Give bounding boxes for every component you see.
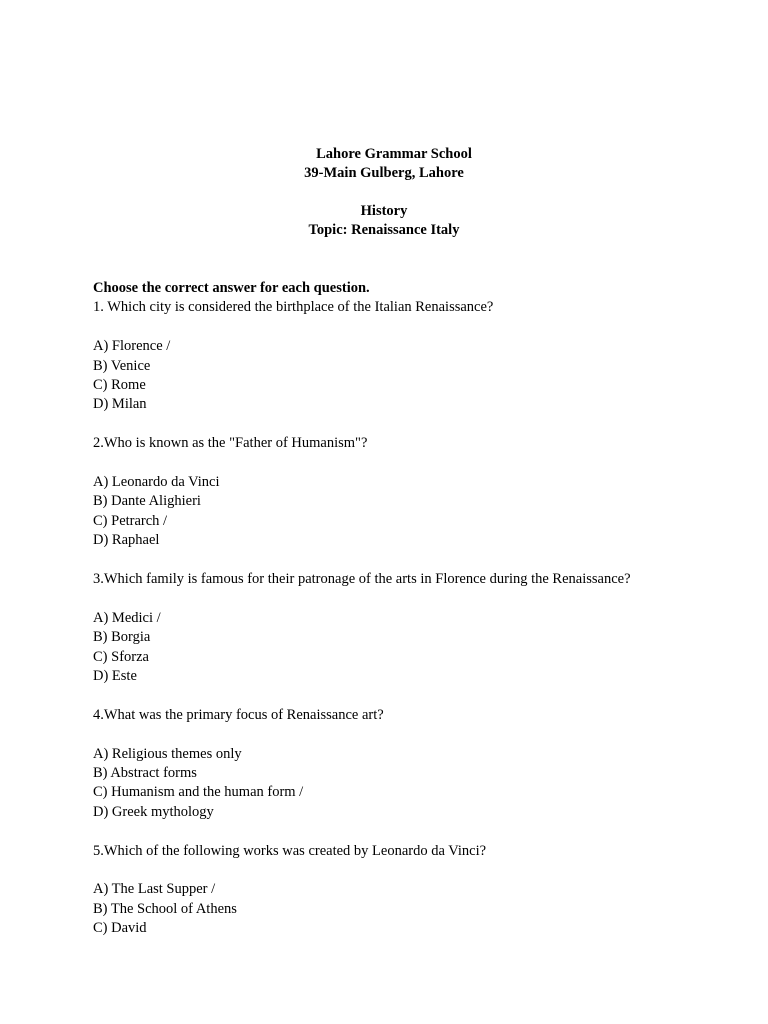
option-item: C) Sforza <box>93 648 149 665</box>
option-item: D) Raphael <box>93 532 160 549</box>
option-item: B) Abstract forms <box>93 765 197 782</box>
option-list <box>93 745 733 823</box>
option-item: B) Venice <box>93 357 151 374</box>
question-block-4 <box>93 706 733 822</box>
question-block-2 <box>93 434 733 550</box>
question-text: 4.What was the primary focus of Renaissance art? <box>93 706 384 723</box>
option-item: D) Milan <box>93 396 147 413</box>
school-address: 39-Main Gulberg, Lahore <box>304 165 464 182</box>
question-block-3 <box>93 570 733 686</box>
option-item: C) Petrarch / <box>93 512 168 529</box>
subject-header <box>0 202 768 241</box>
option-list <box>93 880 733 938</box>
question-text: 3.Which family is famous for their patronage of the arts in Florence during the Renaissance? <box>93 571 631 588</box>
option-item: A) Religious themes only <box>93 745 242 762</box>
option-item: B) The School of Athens <box>93 900 237 917</box>
question-text: 2.Who is known as the "Father of Humanism"? <box>93 435 368 452</box>
quiz-content <box>93 279 733 958</box>
option-list <box>93 337 733 415</box>
school-name: Lahore Grammar School <box>316 146 472 162</box>
option-item: A) Florence / <box>93 338 171 355</box>
option-item: A) Leonardo da Vinci <box>93 474 220 491</box>
option-item: C) Rome <box>93 377 146 394</box>
option-item: C) David <box>93 920 147 937</box>
option-item: A) The Last Supper / <box>93 881 216 898</box>
question-text: 5.Which of the following works was created by Leonardo da Vinci? <box>93 842 487 859</box>
topic-title: Topic: Renaissance Italy <box>308 222 460 239</box>
option-item: C) Humanism and the human form / <box>93 784 304 801</box>
option-item: D) Este <box>93 668 137 685</box>
school-header <box>0 145 768 184</box>
option-item: D) Greek mythology <box>93 803 214 820</box>
option-item: B) Borgia <box>93 629 151 646</box>
instructions: Choose the correct answer for each question. <box>93 280 370 296</box>
option-item: A) Medici / <box>93 609 161 626</box>
question-text: 1. Which city is considered the birthplace of the Italian Renaissance? <box>93 299 494 316</box>
question-block-5 <box>93 842 733 939</box>
subject-title: History <box>360 203 408 219</box>
question-block-1 <box>93 298 733 414</box>
option-item: B) Dante Alighieri <box>93 493 201 510</box>
option-list <box>93 473 733 551</box>
option-list <box>93 609 733 687</box>
